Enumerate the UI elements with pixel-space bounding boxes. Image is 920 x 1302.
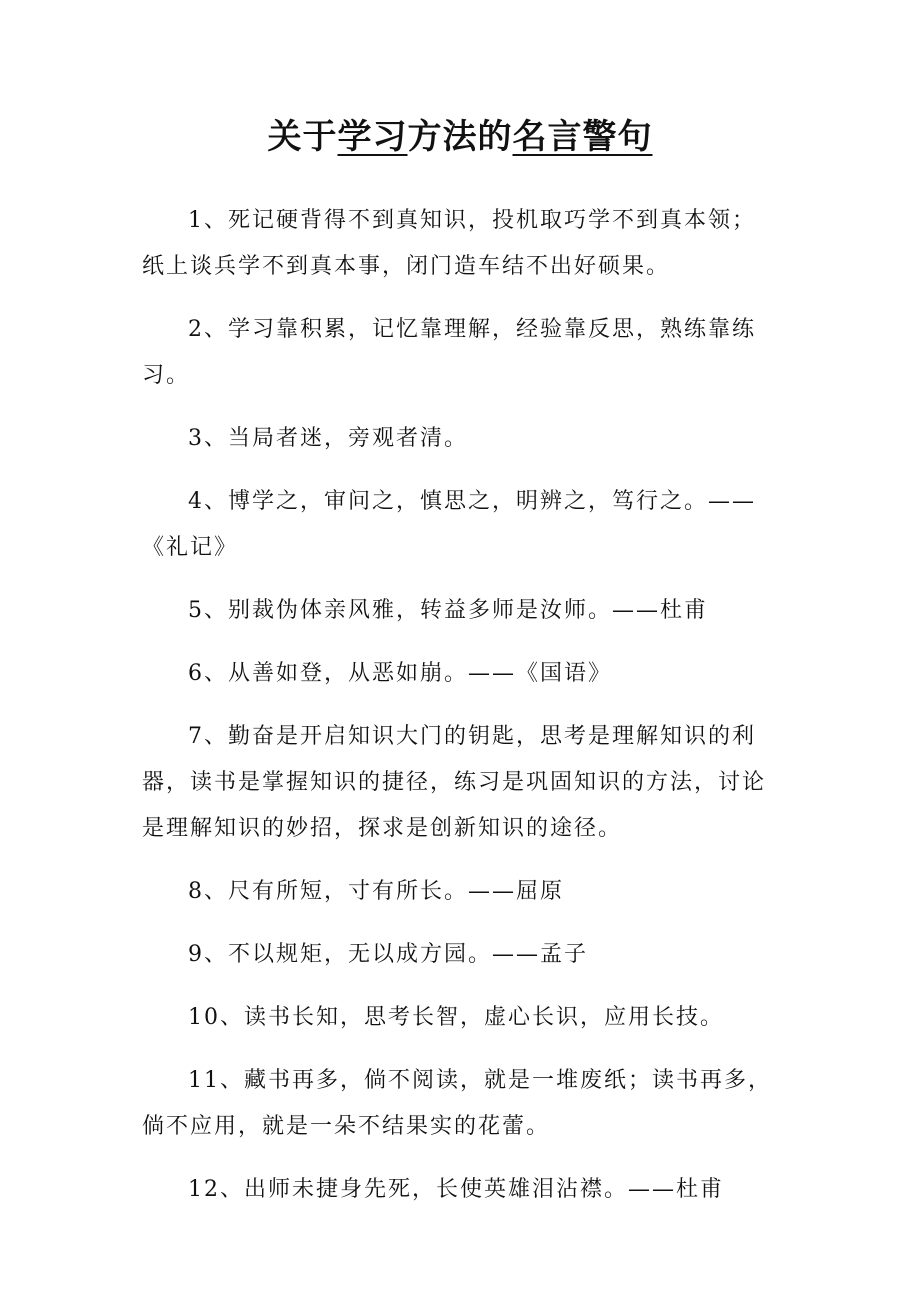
quote-item-11: 11、藏书再多，倘不阅读，就是一堆废纸；读书再多，倘不应用，就是一朵不结果实的花蕾。 [142,1068,772,1139]
quote-item-5: 5、别裁伪体亲风雅，转益多师是汝师。——杜甫 [188,598,708,623]
quote-item-7: 7、勤奋是开启知识大门的钥匙，思考是理解知识的利器，读书是掌握知识的捷径，练习是巩固知识的方法，讨论是理解知识的妙招，探求是创新知识的途径。 [142,724,767,841]
quote-item-1: 1、死记硬背得不到真知识，投机取巧学不到真本领；纸上谈兵学不到真本事，闭门造车结不出好硕果。 [142,208,756,279]
quote-item-4: 4、博学之，审问之，慎思之，明辨之，笃行之。——《礼记》 [142,489,756,560]
title-part-2-underlined: 学习 [337,117,408,157]
quote-item-2: 2、学习靠积累，记忆靠理解，经验靠反思，熟练靠练习。 [142,317,756,388]
quote-list [142,198,778,1230]
quote-item-12: 12、出师未捷身先死，长使英雄泪沾襟。——杜甫 [188,1177,724,1202]
title-part-3: 方法的 [407,117,513,157]
page-title [0,112,920,162]
quote-item-6: 6、从善如登，从恶如崩。——《国语》 [188,661,612,686]
quote-item-3: 3、当局者迷，旁观者清。 [188,426,468,451]
quote-item-10: 10、读书长知，思考长智，虚心长识，应用长技。 [188,1005,724,1030]
title-part-1: 关于 [267,117,338,157]
title-part-4-underlined: 名言警句 [512,117,653,157]
quote-item-9: 9、不以规矩，无以成方园。——孟子 [188,942,588,967]
quote-item-8: 8、尺有所短，寸有所长。——屈原 [188,879,564,904]
